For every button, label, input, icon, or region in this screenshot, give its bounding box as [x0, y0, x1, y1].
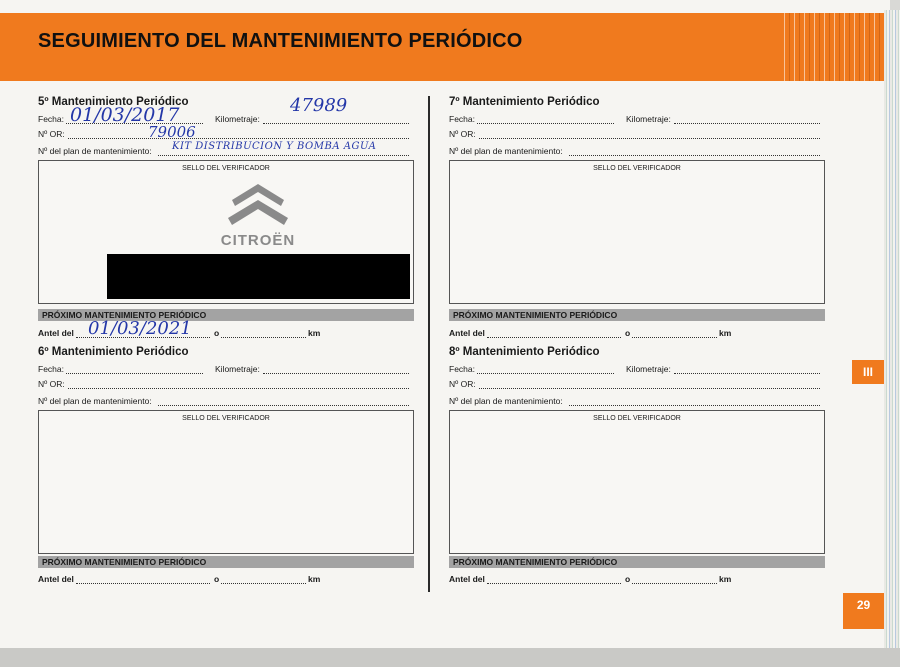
plan-label: Nº del plan de mantenimiento: — [449, 396, 563, 406]
kilometraje-label: Kilometraje: — [626, 364, 671, 374]
km-label: km — [719, 328, 732, 338]
plan-label: Nº del plan de mantenimiento: — [449, 146, 563, 156]
or-label: Nº OR: — [449, 379, 476, 389]
plan-label: Nº del plan de mantenimiento: — [38, 146, 152, 156]
or-row — [38, 379, 428, 391]
antel-row — [449, 574, 749, 586]
or-label: Nº OR: — [449, 129, 476, 139]
o-label: o — [214, 574, 220, 584]
antel-label: Antel del — [449, 574, 485, 584]
scan-shadow — [0, 648, 900, 667]
page-number: 29 — [843, 593, 884, 629]
block-title: 7º Mantenimiento Periódico — [449, 96, 600, 108]
o-label: o — [625, 574, 631, 584]
next-maintenance-bar: PRÓXIMO MANTENIMIENTO PERIÓDICO — [38, 556, 414, 568]
logo-text: CITROËN — [220, 232, 296, 249]
handwritten-fecha: 01/03/2017 — [70, 104, 180, 126]
maintenance-block-6 — [38, 346, 428, 596]
next-maintenance-bar: PRÓXIMO MANTENIMIENTO PERIÓDICO — [449, 309, 825, 321]
page-edge — [884, 10, 900, 650]
maintenance-block-7 — [449, 96, 839, 346]
fecha-row — [449, 114, 839, 126]
fecha-label: Fecha: — [38, 364, 64, 374]
stamp-box — [38, 410, 414, 554]
column-divider — [428, 96, 430, 592]
fecha-label: Fecha: — [449, 114, 475, 124]
stamp-label: SELLO DEL VERIFICADOR — [593, 165, 681, 172]
handwritten-or: 79006 — [148, 123, 196, 141]
or-row — [38, 129, 428, 141]
plan-row — [449, 146, 839, 158]
km-label: km — [719, 574, 732, 584]
stamp-label: SELLO DEL VERIFICADOR — [182, 415, 270, 422]
fecha-label: Fecha: — [38, 114, 64, 124]
km-label: km — [308, 574, 321, 584]
handwritten-plan: KIT DISTRIBUCION Y BOMBA AGUA — [172, 141, 377, 152]
stamp-label: SELLO DEL VERIFICADOR — [182, 165, 270, 172]
handwritten-kilometraje: 47989 — [290, 95, 348, 116]
fecha-row — [449, 364, 839, 376]
antel-row — [38, 574, 338, 586]
or-label: Nº OR: — [38, 129, 65, 139]
kilometraje-label: Kilometraje: — [626, 114, 671, 124]
o-label: o — [625, 328, 631, 338]
chapter-tab: III — [852, 360, 884, 384]
or-label: Nº OR: — [38, 379, 65, 389]
block-title: 6º Mantenimiento Periódico — [38, 346, 189, 358]
block-title: 8º Mantenimiento Periódico — [449, 346, 600, 358]
antel-row — [449, 328, 749, 340]
fecha-label: Fecha: — [449, 364, 475, 374]
plan-row — [449, 396, 839, 408]
antel-label: Antel del — [38, 574, 74, 584]
or-row — [449, 129, 839, 141]
page-title: SEGUIMIENTO DEL MANTENIMIENTO PERIÓDICO — [38, 30, 523, 52]
antel-label: Antel del — [38, 328, 74, 338]
km-label: km — [308, 328, 321, 338]
kilometraje-label: Kilometraje: — [215, 114, 260, 124]
fecha-row — [38, 364, 428, 376]
or-row — [449, 379, 839, 391]
redaction-box — [107, 254, 410, 299]
o-label: o — [214, 328, 220, 338]
antel-label: Antel del — [449, 328, 485, 338]
kilometraje-label: Kilometraje: — [215, 364, 260, 374]
next-maintenance-bar: PRÓXIMO MANTENIMIENTO PERIÓDICO — [449, 556, 825, 568]
stamp-label: SELLO DEL VERIFICADOR — [593, 415, 681, 422]
next-maintenance-bar: PRÓXIMO MANTENIMIENTO PERIÓDICO — [38, 309, 414, 321]
plan-label: Nº del plan de mantenimiento: — [38, 396, 152, 406]
citroen-logo — [202, 182, 314, 252]
plan-row — [38, 396, 428, 408]
maintenance-block-8 — [449, 346, 839, 596]
stamp-box — [449, 160, 825, 304]
stamp-box — [449, 410, 825, 554]
handwritten-antel: 01/03/2021 — [88, 318, 192, 339]
header-stripes — [780, 13, 884, 81]
block-title: 5º Mantenimiento Periódico — [38, 96, 189, 108]
